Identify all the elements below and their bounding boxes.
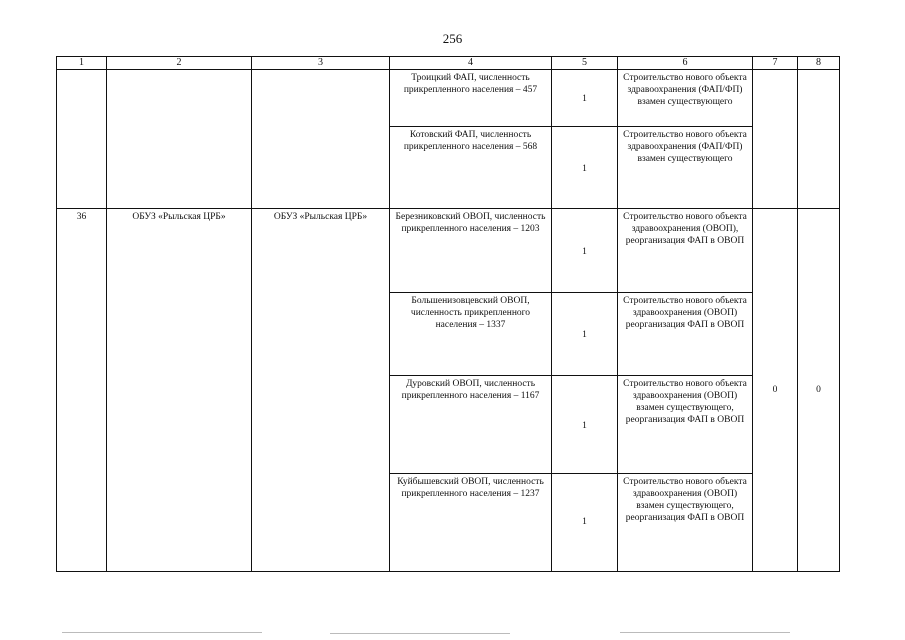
row-4-action: Строительство нового объекта здравоохранения (ОВОП) реорганизация ФАП в ОВОП [623, 296, 747, 330]
scan-artifact [330, 633, 510, 634]
row-2-facility: Котовский ФАП, численность прикрепленного населения – 568 [403, 130, 538, 152]
row-6-action: Строительство нового объекта здравоохранения (ОВОП) взамен существующего, реорганизация ФАП в ОВОП [623, 477, 747, 523]
column-header-1: 1 [79, 57, 84, 68]
row-5-count: 1 [582, 421, 587, 431]
column-header-5: 5 [582, 57, 587, 68]
column-header-2: 2 [176, 57, 182, 68]
scan-artifact [62, 632, 262, 633]
row-3-count: 1 [582, 247, 587, 257]
row-3-action: Строительство нового объекта здравоохранения (ОВОП), реорганизация ФАП в ОВОП [623, 212, 747, 246]
column-header-8: 8 [816, 57, 821, 68]
group-col8-value: 0 [816, 385, 821, 395]
row-1-count: 1 [582, 94, 587, 104]
organization-name-col3: ОБУЗ «Рыльская ЦРБ» [273, 212, 368, 222]
scan-artifact [620, 632, 790, 633]
row-5-action: Строительство нового объекта здравоохранения (ОВОП) взамен существующего, реорганизация ФАП в ОВОП [623, 379, 747, 425]
organization-name: ОБУЗ «Рыльская ЦРБ» [132, 212, 226, 222]
row-4-count: 1 [582, 330, 587, 340]
row-number: 36 [76, 212, 87, 222]
row-5-facility: Дуровский ОВОП, численность прикрепленного населения – 1167 [401, 379, 540, 401]
row-6-facility: Куйбышевский ОВОП, численность прикрепленного населения – 1237 [397, 477, 544, 499]
column-header-3: 3 [318, 57, 323, 68]
row-2-count: 1 [582, 164, 587, 174]
row-6-count: 1 [582, 517, 587, 527]
row-1-facility: Троицкий ФАП, численность прикрепленного населения – 457 [403, 73, 538, 95]
group-col7-value: 0 [772, 385, 778, 395]
page-number: 256 [442, 31, 463, 46]
column-header-7: 7 [772, 57, 778, 68]
row-2-action: Строительство нового объекта здравоохранения (ФАП/ФП) взамен существующего [623, 130, 747, 164]
row-1-action: Строительство нового объекта здравоохранения (ФАП/ФП) взамен существующего [623, 73, 747, 107]
column-header-4: 4 [468, 57, 473, 68]
row-3-facility: Березниковский ОВОП, численность прикрепленного населения – 1203 [395, 212, 546, 234]
row-4-facility: Большенизовцевский ОВОП, численность прикрепленного населения – 1337 [410, 296, 531, 330]
column-header-6: 6 [682, 57, 688, 68]
